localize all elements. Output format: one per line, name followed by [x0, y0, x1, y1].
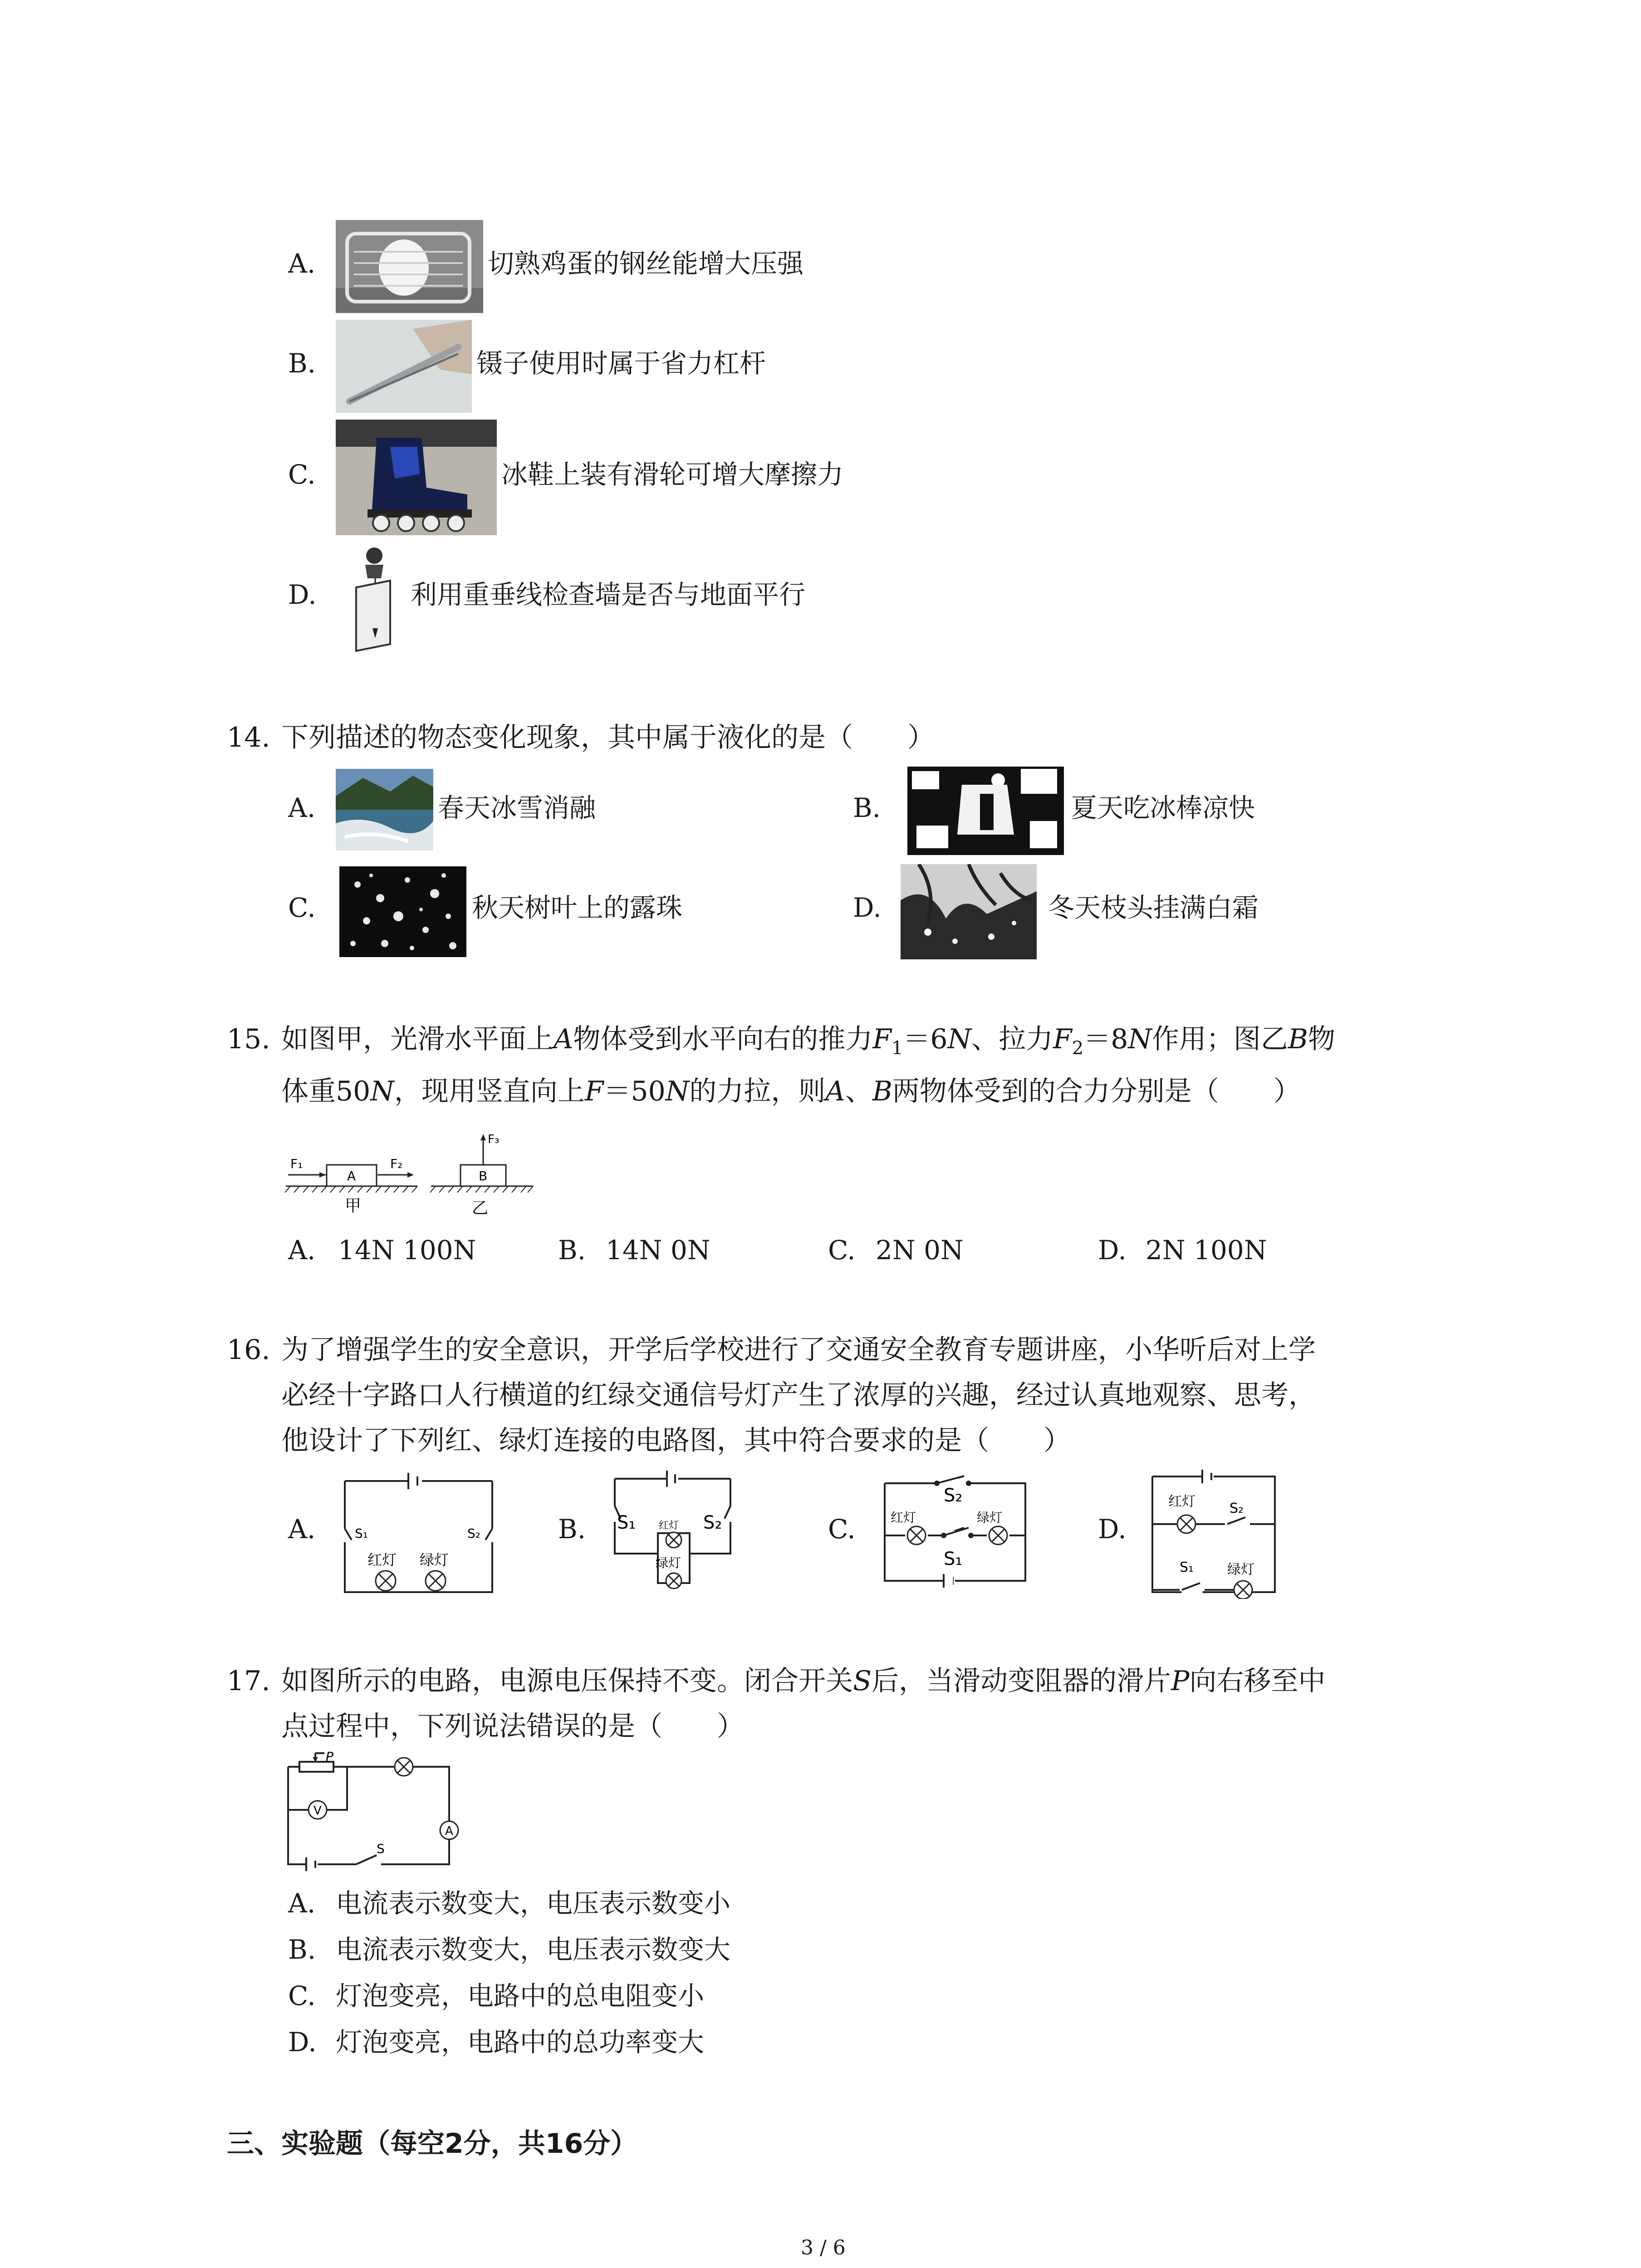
option-text: 灯泡变亮，电路中的总电阻变小 [336, 1980, 705, 2011]
page-number: 3 / 6 [801, 2236, 846, 2259]
option-letter: A. [288, 1514, 316, 1545]
option-text: 切熟鸡蛋的钢丝能增大压强 [488, 248, 804, 279]
green-lamp-label: 绿灯 [1227, 1562, 1254, 1578]
green-lamp-label: 绿灯 [977, 1510, 1003, 1525]
option-text: 秋天树叶上的露珠 [472, 892, 683, 923]
switch-s2-label: S₂ [703, 1512, 722, 1533]
caption-yi: 乙 [472, 1199, 489, 1217]
option-text: 春天冰雪消融 [438, 792, 596, 823]
egg-slicer-image [336, 220, 483, 313]
question-number: 16. [227, 1334, 270, 1366]
switch-s2-label: S₂ [467, 1526, 480, 1541]
option-text: 14N 0N [606, 1235, 710, 1266]
question-number: 14. [227, 722, 270, 753]
option-text: 灯泡变亮，电路中的总功率变大 [336, 2027, 705, 2058]
question-stem: 下列描述的物态变化现象，其中属于液化的是（ ） [281, 722, 935, 753]
red-lamp-label: 红灯 [367, 1551, 397, 1569]
popsicle-image [907, 767, 1064, 855]
caption-jia: 甲 [345, 1197, 362, 1215]
option-letter: C. [288, 1980, 316, 2011]
red-lamp-label: 红灯 [659, 1520, 679, 1531]
switch-s1-label: S₁ [944, 1549, 963, 1569]
circuit-diagram-q17 [281, 1751, 472, 1873]
option-letter: A. [288, 1888, 316, 1919]
question-stem-line-1: 为了增强学生的安全意识，开学后学校进行了交通安全教育专题讲座，小华听后对上学 [281, 1334, 1316, 1366]
option-letter: B. [558, 1235, 586, 1266]
option-letter: D. [853, 892, 882, 923]
circuit-b [608, 1465, 740, 1601]
label-f3: F₃ [488, 1133, 500, 1146]
slider-p-label: P [326, 1751, 333, 1764]
option-text: 冬天枝头挂满白霜 [1048, 892, 1259, 923]
dew-drops-image [339, 866, 466, 957]
question-number: 15. [227, 1023, 270, 1055]
question-stem-line-2: 点过程中，下列说法错误的是（ ） [281, 1711, 744, 1742]
option-text: 镊子使用时属于省力杠杆 [476, 348, 766, 379]
plumb-line-image [338, 542, 406, 658]
switch-s2-label: S₂ [944, 1485, 963, 1506]
switch-s2-label: S₂ [1230, 1501, 1244, 1516]
voltmeter-label: V [314, 1804, 322, 1818]
option-letter: B. [853, 792, 881, 823]
question-number: 17. [227, 1665, 270, 1697]
option-letter: A. [288, 792, 316, 823]
option-letter: A. [288, 1235, 316, 1266]
option-letter: C. [828, 1514, 856, 1545]
option-text: 冰鞋上装有滑轮可增大摩擦力 [501, 459, 844, 490]
question-stem-line-2: 必经十字路口人行横道的红绿交通信号灯产生了浓厚的兴趣，经过认真地观察、思考， [281, 1379, 1316, 1411]
option-letter: D. [288, 579, 317, 610]
tweezers-image [336, 320, 472, 413]
question-stem-line-3: 他设计了下列红、绿灯连接的电路图，其中符合要求的是（ ） [281, 1425, 1071, 1457]
green-lamp-label: 绿灯 [420, 1551, 449, 1569]
option-text: 利用重垂线检查墙是否与地面平行 [411, 579, 806, 610]
option-text: 电流表示数变大，电压表示数变小 [336, 1888, 731, 1919]
option-letter: C. [288, 892, 316, 923]
option-letter: B. [558, 1514, 586, 1545]
option-text: 2N 0N [876, 1235, 964, 1266]
question-stem-line-1: 如图甲，光滑水平面上A物体受到水平向右的推力$F_1=6N$、拉力$F_2=8N$作用；图乙B物 [281, 1023, 1335, 1059]
option-letter: A. [288, 248, 316, 279]
option-text: 14N 100N [338, 1235, 476, 1266]
block-b-label: B [479, 1168, 488, 1183]
red-lamp-label: 红灯 [1168, 1494, 1195, 1510]
option-letter: D. [1098, 1514, 1127, 1545]
option-letter: D. [1098, 1235, 1127, 1266]
green-lamp-label: 绿灯 [656, 1555, 681, 1570]
circuit-a [336, 1467, 504, 1601]
melting-snow-image [336, 769, 433, 850]
switch-s1-label: S₁ [355, 1526, 368, 1541]
option-letter: D. [288, 2027, 317, 2058]
option-text: 2N 100N [1146, 1235, 1267, 1266]
block-a-label: A [347, 1168, 356, 1183]
circuit-c [878, 1474, 1032, 1597]
ammeter-label: A [445, 1824, 453, 1838]
section-heading: 三、实验题（每空2分，共16分） [227, 2128, 638, 2160]
label-f1: F₁ [290, 1156, 303, 1171]
option-text: 夏天吃冰棒凉快 [1071, 792, 1255, 823]
option-letter: B. [288, 1934, 316, 1965]
switch-s1-label: S₁ [1180, 1559, 1194, 1575]
switch-s-label: S [377, 1841, 385, 1856]
circuit-d [1146, 1467, 1282, 1599]
frost-branches-image [901, 864, 1037, 959]
question-stem-line-2: 体重50N，现用竖直向上F＝50N的力拉，则A、B两物体受到的合力分别是（ ） [281, 1075, 1301, 1107]
roller-skate-image [336, 420, 497, 535]
option-letter: C. [828, 1235, 856, 1266]
label-f2: F₂ [390, 1156, 403, 1171]
red-lamp-label: 红灯 [891, 1510, 916, 1525]
option-letter: C. [288, 459, 316, 490]
option-text: 电流表示数变大，电压表示数变大 [336, 1934, 731, 1965]
switch-s1-label: S₁ [617, 1512, 636, 1533]
option-letter: B. [288, 348, 316, 379]
question-stem-line-1: 如图所示的电路，电源电压保持不变。闭合开关S后，当滑动变阻器的滑片P向右移至中 [281, 1665, 1326, 1697]
force-diagram [281, 1129, 535, 1220]
